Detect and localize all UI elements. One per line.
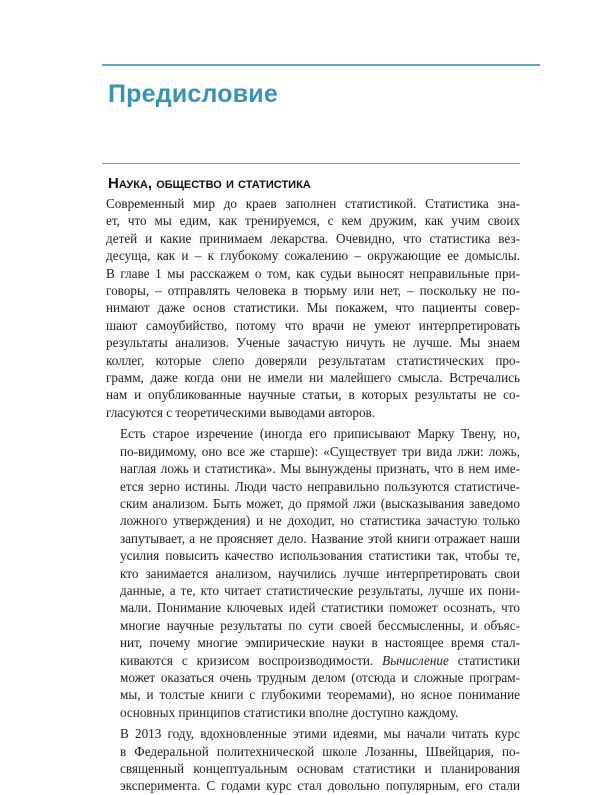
text-line: запутывает, а не проясняет дело. Название этой книги отражает наши <box>120 530 520 546</box>
text-line: ет, что мы едим, как тренируемся, с кем дружим, как учим своих <box>106 213 520 229</box>
text-line: нит, почему многие эмпирические науки в настоящее время стал- <box>120 635 520 651</box>
text-line: коллег, которые слепо доверяли результатам статистических про- <box>106 352 520 368</box>
text-line: результаты анализов. Ученые зачастую ничуть не лучше. Мы знаем <box>106 335 520 351</box>
top-rule <box>102 64 540 66</box>
text-line: священный концептуальным основам статистики и планирования <box>120 761 520 776</box>
text-line: усилия повысить качество использования статистики так, чтобы те, <box>120 548 520 564</box>
paragraph <box>106 425 520 721</box>
text-line: детей и какие принимаем лекарства. Очевидно, что статистика вез- <box>106 230 520 246</box>
text-line: Современный мир до краев заполнен статистикой. Статистика зна- <box>106 196 520 211</box>
text-line: грамм, даже когда они не имели ни малейшего смысла. Встречались <box>106 370 520 386</box>
text-line: ским анализом. Быть может, до прямой лжи (высказывания заведомо <box>120 495 520 511</box>
text-line: шают самоубийство, потому что врачи не умеют интерпретировать <box>106 317 520 333</box>
section-title: Наука, общество и статистика <box>108 175 311 192</box>
text-line: нимают даже основ статистики. Мы покажем, что пациенты совер- <box>106 300 520 316</box>
text-line: киваются с кризисом воспроизводимости. Вычисление статистики <box>120 652 521 668</box>
text-line: наглая ложь и статистика». Мы вынуждены признать, что в нем име- <box>120 461 520 477</box>
paragraph <box>106 725 520 795</box>
body-text <box>106 195 520 795</box>
text-line: может оказаться очень трудным делом (отсюда и сложные програм- <box>120 669 520 685</box>
text-line: по-видимому, оно все же старше): «Существует три вида лжи: ложь, <box>120 443 520 459</box>
text-line: Есть старое изречение (иногда его приписывают Марку Твену, но, <box>120 426 520 442</box>
text-line: в Федеральной политехнической школе Лозанны, Швейцария, по- <box>120 743 520 759</box>
text-line: эксперимента. С годами курс стал довольно популярным, его стали <box>120 778 520 794</box>
text-line: ется зерно истины. Люди часто неправильно пользуются статистиче- <box>120 478 520 494</box>
text-line: ложного утверждения) и не доходит, но статистика зачастую только <box>120 513 520 529</box>
text-line: десуща, как и – к глубокому сожалению – окружающие ее домыслы. <box>106 248 520 264</box>
text-line: основных принципов статистики вполне доступно каждому. <box>120 704 459 720</box>
section-rule <box>102 163 520 164</box>
text-line: гласуются с теоретическими выводами авторов. <box>106 404 376 420</box>
text-line: В главе 1 мы расскажем о том, как судьи выносят неправильные при- <box>106 265 520 281</box>
text-line: мы, и толстые книги с глубокими теоремами), но ясное понимание <box>120 687 520 703</box>
paragraph <box>106 195 520 421</box>
text-line: данные, а те, кто читает статистические результаты, лучше их пони- <box>120 582 520 598</box>
text-line: говоры, – отправлять человека в тюрьму или нет, – поскольку не по- <box>106 283 520 299</box>
text-line: В 2013 году, вдохновленные этими идеями, мы начали читать курс <box>120 726 520 742</box>
text-line: мали. Понимание ключевых идей статистики поможет осознать, что <box>120 600 520 616</box>
emphasis: Вычисление <box>382 652 449 668</box>
text-line: кто занимается анализом, научились лучше интерпретировать свои <box>120 565 520 581</box>
text-line: нам и опубликованные научные статьи, в которых результаты не со- <box>106 387 520 403</box>
chapter-title: Предисловие <box>108 80 278 108</box>
text-line: многие научные результаты по сути своей бессмысленны, и объяс- <box>120 617 520 633</box>
